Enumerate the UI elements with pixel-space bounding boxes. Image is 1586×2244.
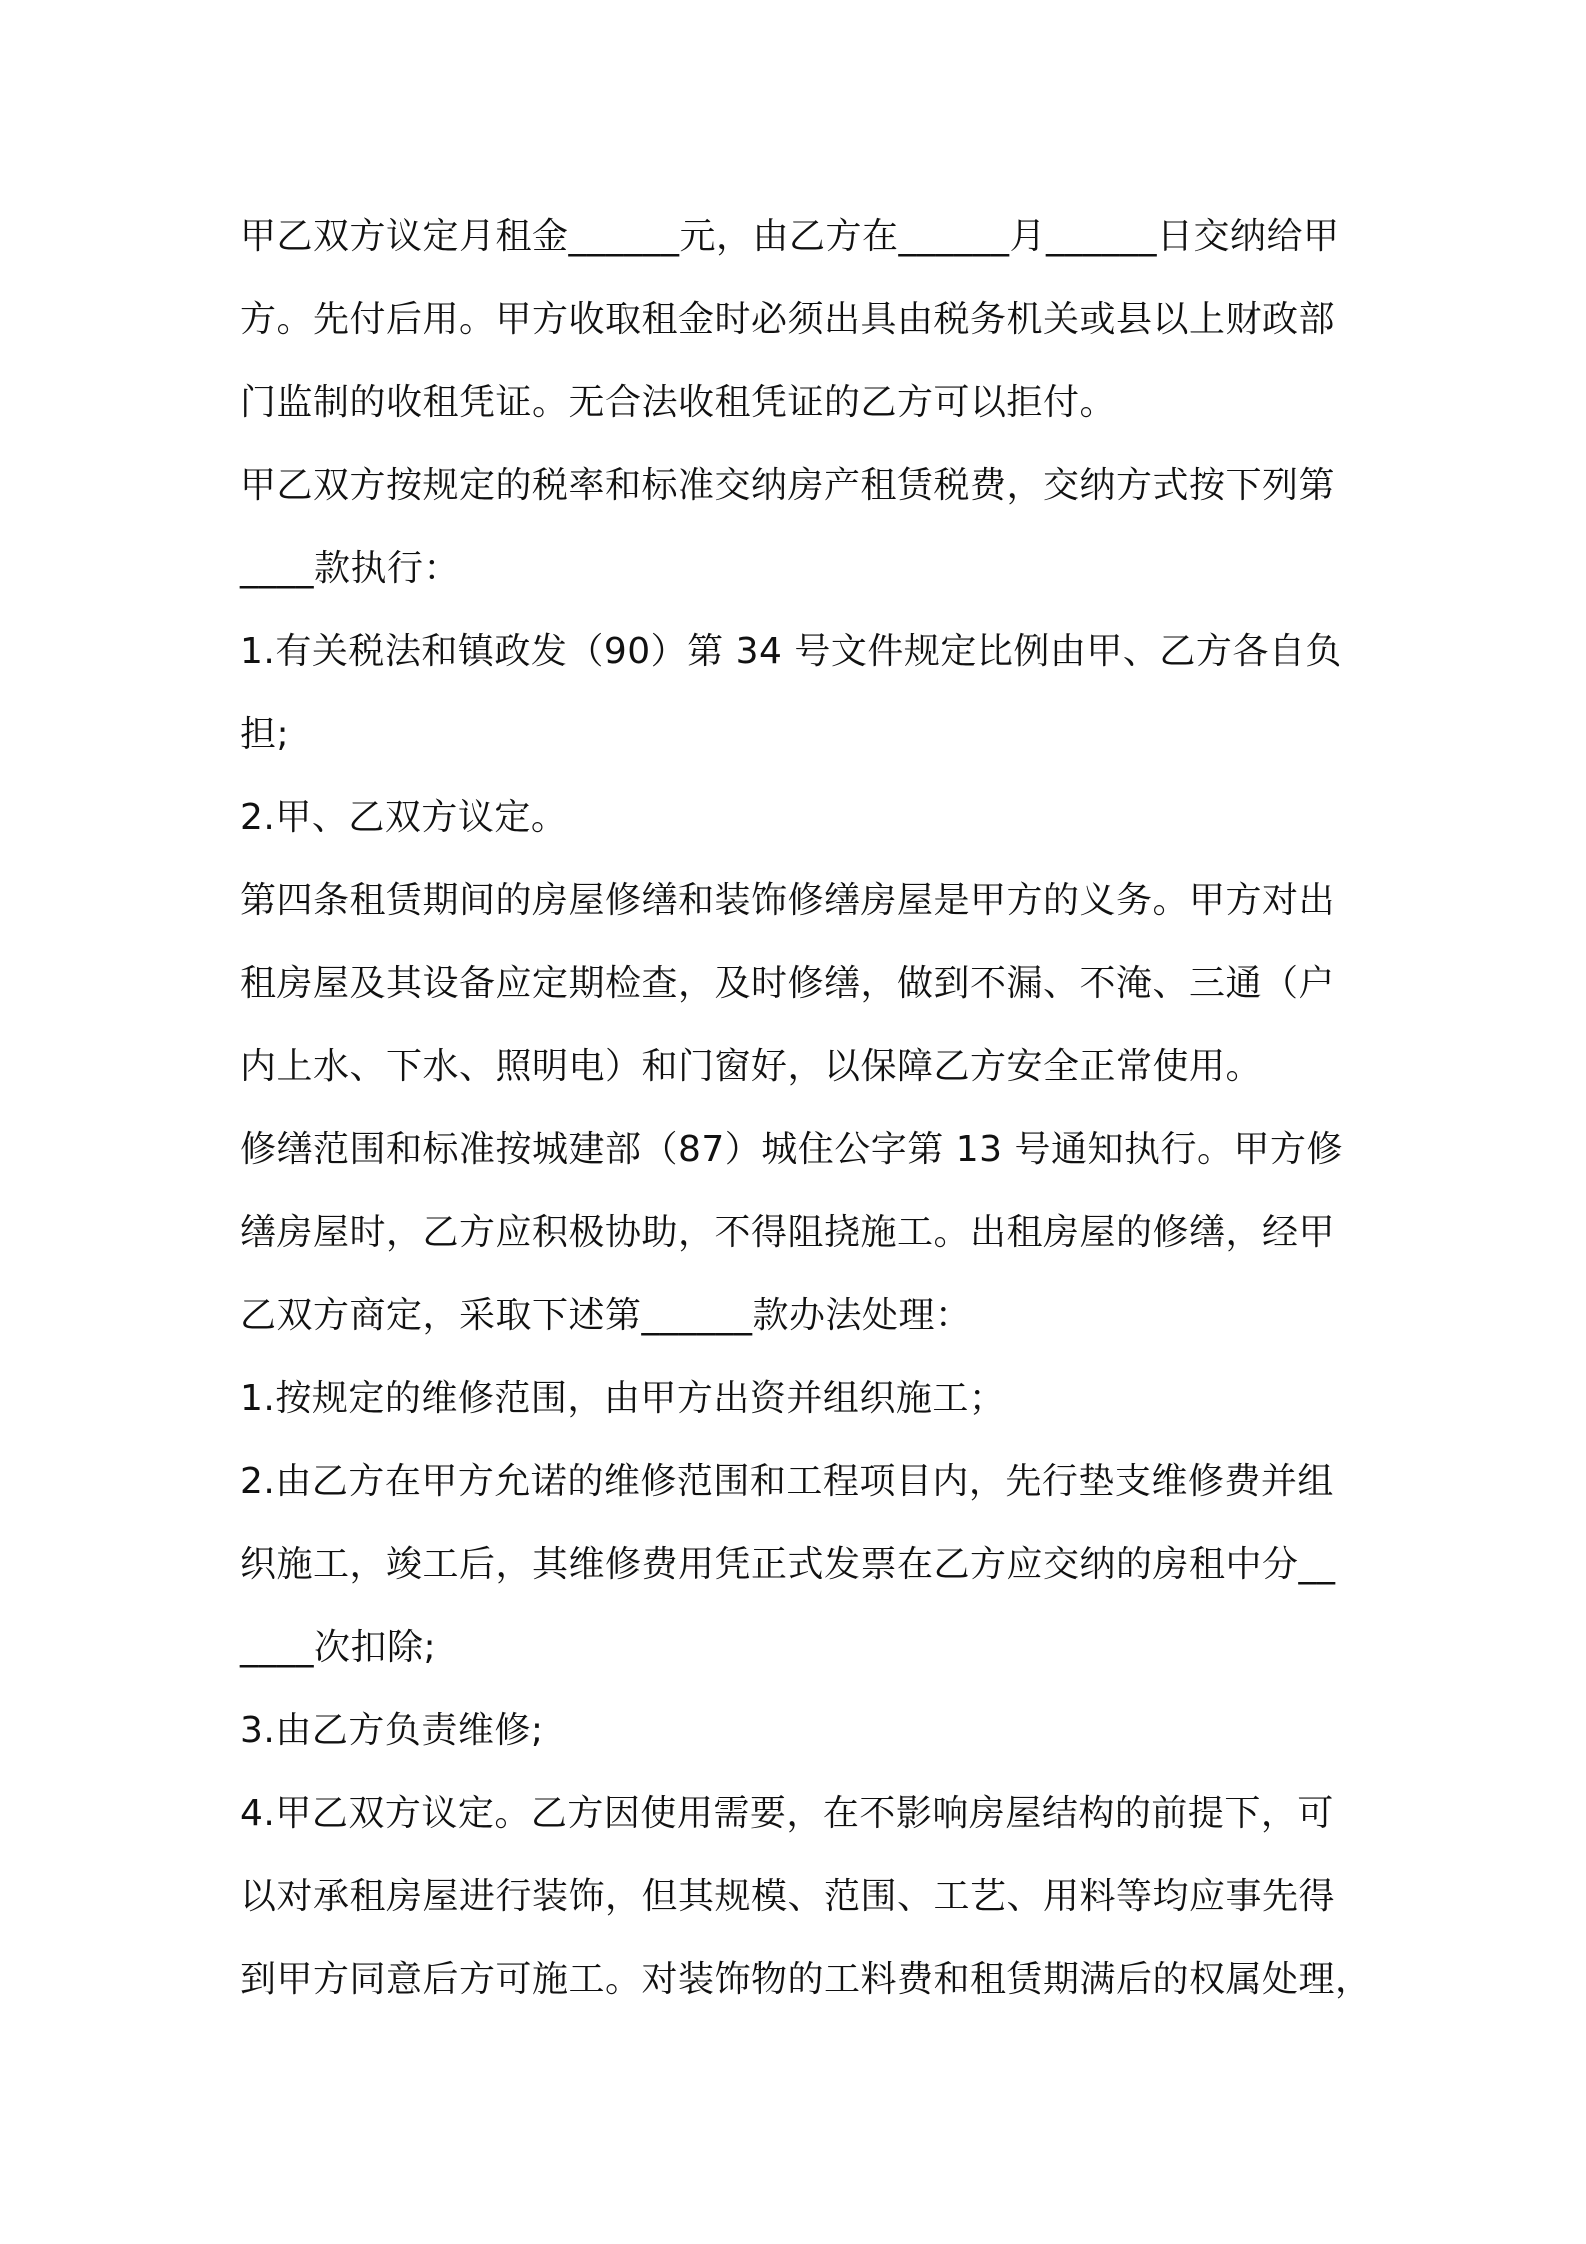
text-line: 租房屋及其设备应定期检查，及时修缮，做到不漏、不淹、三通（户	[240, 963, 1336, 1004]
text-line: 第四条租赁期间的房屋修缮和装饰修缮房屋是甲方的义务。甲方对出	[240, 880, 1336, 921]
text-line: 门监制的收租凭证。无合法收租凭证的乙方可以拒付。	[240, 382, 1117, 423]
text-line: 3.由乙方负责维修;	[240, 1710, 544, 1751]
text-line: 到甲方同意后方可施工。对装饰物的工料费和租赁期满后的权属处理，	[240, 1959, 1372, 2000]
text-line: 内上水、下水、照明电）和门窗好，以保障乙方安全正常使用。	[240, 1046, 1263, 1087]
text-line: ____款执行：	[240, 548, 461, 589]
text-line: ____次扣除;	[240, 1627, 437, 1668]
text-line: 方。先付后用。甲方收取租金时必须出具由税务机关或县以上财政部	[240, 299, 1336, 340]
text-line: 甲乙双方议定月租金______元，由乙方在______月______日交纳给甲	[240, 216, 1340, 257]
text-line: 修缮范围和标准按城建部（87）城住公字第 13 号通知执行。甲方修	[240, 1129, 1344, 1170]
text-line: 1.有关税法和镇政发（90）第 34 号文件规定比例由甲、乙方各自负	[240, 631, 1342, 672]
text-line: 4.甲乙双方议定。乙方因使用需要，在不影响房屋结构的前提下，可	[240, 1793, 1334, 1834]
text-line: 乙双方商定，采取下述第______款办法处理：	[240, 1295, 972, 1336]
text-line: 担;	[240, 714, 290, 755]
text-line: 织施工，竣工后，其维修费用凭正式发票在乙方应交纳的房租中分__	[240, 1544, 1336, 1585]
text-line: 1.按规定的维修范围，由甲方出资并组织施工；	[240, 1378, 1006, 1419]
document-body	[240, 195, 1372, 2021]
text-line: 缮房屋时，乙方应积极协助，不得阻挠施工。出租房屋的修缮，经甲	[240, 1212, 1336, 1253]
text-line: 以对承租房屋进行装饰，但其规模、范围、工艺、用料等均应事先得	[240, 1876, 1336, 1917]
text-line: 甲乙双方按规定的税率和标准交纳房产租赁税费，交纳方式按下列第	[240, 465, 1336, 506]
text-line: 2.甲、乙双方议定。	[240, 797, 568, 838]
text-line: 2.由乙方在甲方允诺的维修范围和工程项目内，先行垫支维修费并组	[240, 1461, 1334, 1502]
